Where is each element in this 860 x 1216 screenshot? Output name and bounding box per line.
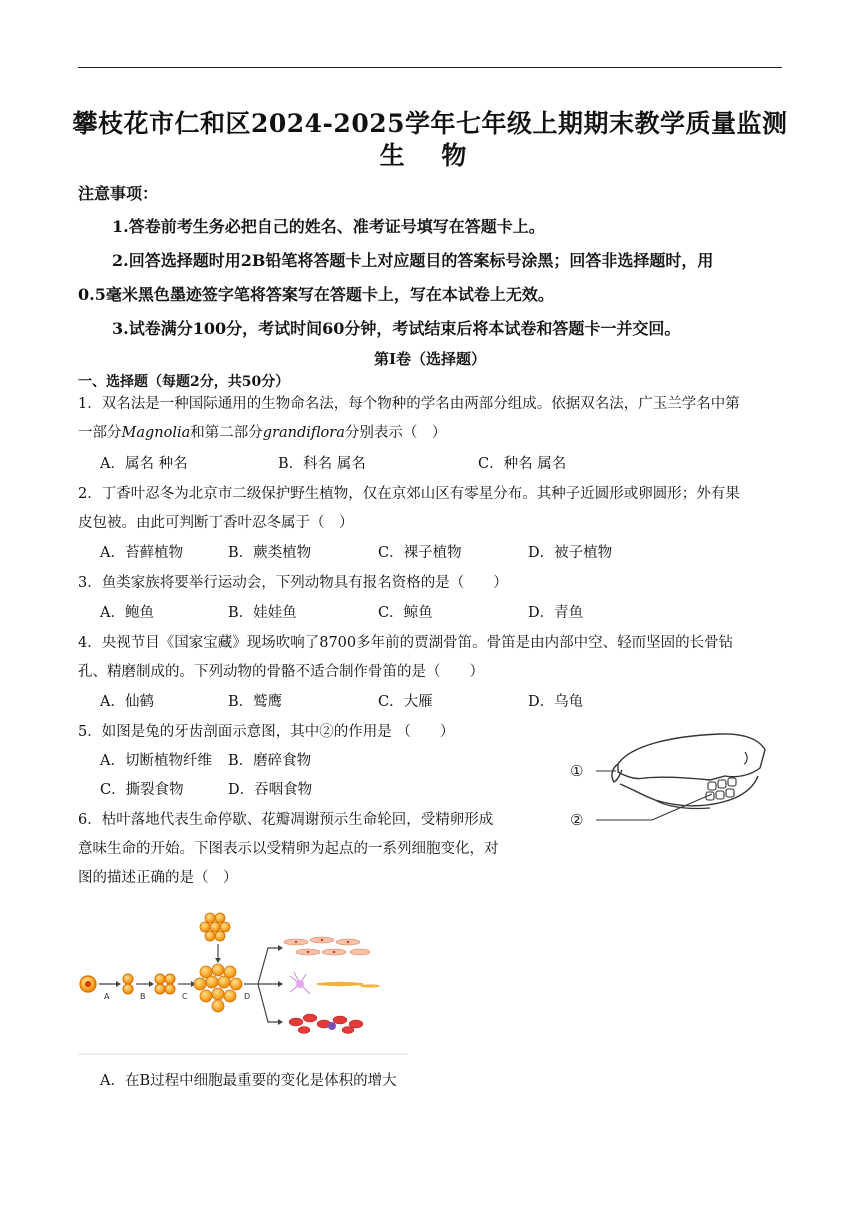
q2-line-2: 皮包被。由此可判断丁香叶忍冬属于（ ） — [78, 515, 354, 531]
q2-option-d[interactable]: D．被子植物 — [528, 545, 613, 561]
section-title: 第Ⅰ卷（选择题） — [373, 350, 487, 368]
q6-option-a[interactable]: A．在B过程中细胞最重要的变化是体积的增大 — [100, 1073, 397, 1089]
process-a-label: A — [104, 992, 110, 1001]
q1-text-mid: 和第二部分 — [190, 425, 263, 441]
q3-option-c[interactable]: C．鲸鱼 — [378, 605, 433, 621]
q2-option-b[interactable]: B．蕨类植物 — [228, 545, 312, 561]
q5-option-b[interactable]: B．磨碎食物 — [228, 753, 312, 769]
q5-option-c[interactable]: C．撕裂食物 — [100, 782, 184, 798]
q6-line-2: 意味生命的开始。下图表示以受精卵为起点的一系列细胞变化，对 — [78, 841, 499, 857]
part-title: 一、选择题（每题2分，共50分） — [78, 374, 290, 390]
q1-text-post: 分别表示（ ） — [344, 425, 447, 441]
q3-line: 3．鱼类家族将要举行运动会，下列动物具有报名资格的是（ ） — [78, 575, 508, 591]
note-1: 1.答卷前考生务必把自己的姓名、准考证号填写在答题卡上。 — [112, 217, 545, 236]
q1-line-1: 1．双名法是一种国际通用的生物命名法，每个物种的学名由两部分组成。依据双名法，广玉兰学名中第 — [78, 396, 740, 412]
q2-line-1: 2．丁香叶忍冬为北京市二级保护野生植物，仅在京郊山区有零星分布。其种子近圆形或卵圆形；外有果 — [78, 486, 740, 502]
exam-subject: 生 物 — [379, 141, 481, 170]
note-2a: 2.回答选择题时用2B铅笔将答题卡上对应题目的答案标号涂黑；回答非选择题时，用 — [112, 251, 714, 270]
header-rule — [78, 67, 782, 68]
process-c-label: C — [182, 992, 188, 1001]
q4-line-2: 孔、精磨制成的。下列动物的骨骼不适合制作骨笛的是（ ） — [78, 664, 484, 680]
q5-option-d[interactable]: D．吞咽食物 — [228, 782, 313, 798]
rabbit-teeth-diagram — [560, 728, 780, 838]
q3-option-b[interactable]: B．娃娃鱼 — [228, 605, 297, 621]
q4-option-d[interactable]: D．乌龟 — [528, 694, 584, 710]
process-d-label: D — [244, 992, 251, 1001]
q1-option-b[interactable]: B．科名 属名 — [278, 456, 366, 472]
label-1: ① — [570, 762, 584, 780]
q1-species: grandiflora — [262, 425, 345, 441]
q5-option-a[interactable]: A．切断植物纤维 — [100, 753, 212, 769]
q5-line: 5．如图是兔的牙齿剖面示意图，其中②的作用是 （ ） — [78, 724, 455, 740]
q4-line-1: 4．央视节目《国家宝藏》现场吹响了8700多年前的贾湖骨笛。骨笛是由内部中空、轻而坚固的长骨钻 — [78, 635, 734, 651]
q6-line-1: 6．枯叶落地代表生命停歇、花瓣凋谢预示生命轮回，受精卵形成 — [78, 812, 494, 828]
notes-heading: 注意事项： — [78, 184, 159, 203]
q1-genus: Magnolia — [121, 425, 191, 441]
note-3: 3.试卷满分100分，考试时间60分钟，考试结束后将本试卷和答题卡一并交回。 — [112, 319, 681, 338]
q1-text-pre: 一部分 — [78, 425, 122, 441]
label-2: ② — [570, 811, 584, 829]
q4-option-a[interactable]: A．仙鹤 — [100, 694, 154, 710]
q3-option-a[interactable]: A．鲍鱼 — [100, 605, 154, 621]
q1-line-2 — [78, 421, 446, 442]
q3-option-d[interactable]: D．青鱼 — [528, 605, 584, 621]
q6-line-3: 图的描述正确的是（ ） — [78, 870, 238, 886]
note-2b: 0.5毫米黑色墨迹签字笔将答案写在答题卡上，写在本试卷上无效。 — [78, 285, 554, 304]
cell-development-diagram — [78, 908, 410, 1058]
q1-option-c[interactable]: C．种名 属名 — [478, 456, 567, 472]
q2-option-a[interactable]: A．苔藓植物 — [100, 545, 183, 561]
q4-option-b[interactable]: B．鹫鹰 — [228, 694, 283, 710]
q4-option-c[interactable]: C．大雁 — [378, 694, 433, 710]
q2-option-c[interactable]: C．裸子植物 — [378, 545, 462, 561]
exam-title: 攀枝花市仁和区2024-2025学年七年级上期期末教学质量监测 — [72, 109, 788, 138]
q1-option-a[interactable]: A．属名 种名 — [100, 456, 188, 472]
process-b-label: B — [140, 992, 146, 1001]
